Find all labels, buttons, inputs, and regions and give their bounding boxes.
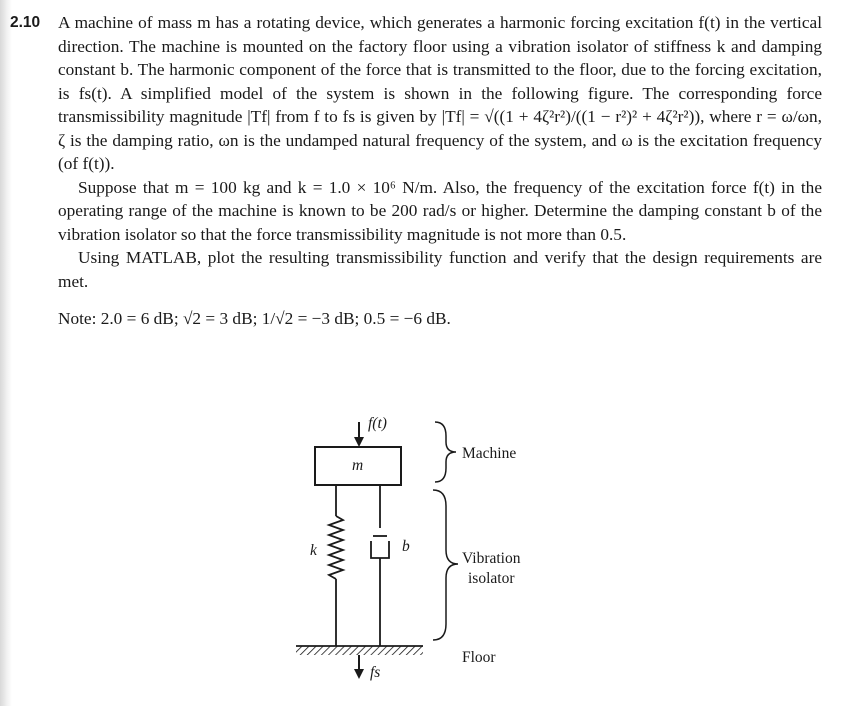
damper-label: b	[402, 538, 410, 555]
machine-label: Machine	[462, 445, 517, 462]
floor	[296, 646, 423, 655]
mass-label: m	[352, 457, 364, 474]
force-arrow	[354, 422, 364, 447]
problem-paragraph-1: A machine of mass m has a rotating device, which generates a harmonic forcing excitation f(t) in the vertical direction. The machine is mounted on the factory floor using a vibration isolator of stiffness k and damping constant b. The harmonic component of the force that is transmitted to the floor, due to the forcing excitation, is fs(t). A simplified model of the system is shown in the following figure. The corresponding force transmissibility magnitude |Tf| from f to fs is given by |Tf| = √((1 + 4ζ²r²)/((1 − r²)² + 4ζ²r²)), where r = ω/ωn, ζ is the damping ratio, ωn is the undamped natural frequency of the system, and ω is the excitation frequency (of f(t)).	[58, 13, 822, 173]
floor-label: Floor	[462, 649, 496, 666]
damper	[371, 485, 389, 646]
problem-number: 2.10	[10, 14, 41, 31]
isolator-label-line1: Vibration	[462, 550, 521, 567]
machine-brace	[435, 422, 456, 482]
transmitted-force-arrow	[354, 655, 364, 679]
problem-note: Note: 2.0 = 6 dB; √2 = 3 dB; 1/√2 = −3 dB; 0.5 = −6 dB.	[58, 309, 451, 328]
problem-paragraph-2: Suppose that m = 100 kg and k = 1.0 × 10⁶ N/m. Also, the frequency of the excitation force f(t) in the operating range of the machine is known to be 200 rad/s or higher. Determine the damping constant b of the vibration isolator so that the force transmissibility magnitude is not more than 0.5.	[58, 177, 822, 244]
spring	[329, 485, 343, 646]
floor-force-label: fs	[370, 664, 381, 681]
force-label: f(t)	[368, 415, 387, 432]
isolator-brace	[433, 490, 458, 640]
spring-label: k	[310, 542, 317, 559]
problem-paragraph-3: Using MATLAB, plot the resulting transmissibility function and verify that the design requirements are met.	[58, 248, 822, 291]
isolator-label-line2: isolator	[468, 570, 515, 587]
